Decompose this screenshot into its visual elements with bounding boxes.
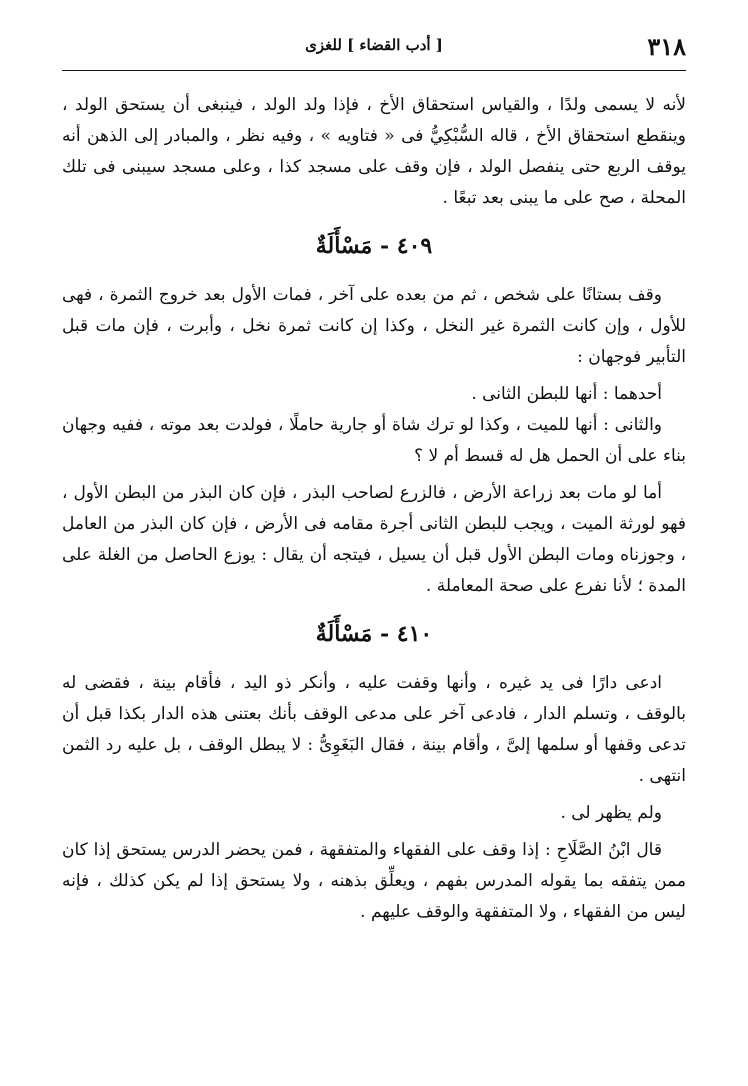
section-heading-410: ٤١٠ - مَسْأَلَةٌ [315, 621, 433, 647]
intro-paragraph: لأنه لا يسمى ولدًا ، والقياس استحقاق الأخ ، فإذا ولد الولد ، فينبغى أن يستحق الولد ، وينقطع استحقاق الأخ ، قاله السُّبْكِيُّ فى « فتاويه » ، وفيه نظر ، والمبادر إلى الذهن أنه يوقف الربع حتى ينفصل الولد ، فإن وقف على مسجد كذا ، وعلى مسجد سيبنى فى تلك المحلة ، صح على ما يبنى بعد تبعًا . [62, 95, 686, 208]
paragraph: وقف بستانًا على شخص ، ثم من بعده على آخر ، فمات الأول بعد خروج الثمرة ، فهى للأول ، وإن كانت الثمرة غير النخل ، وكذا إن كانت ثمرة نخل ، وأبرت ، فإن مات قبل التأبير فوجهان : [62, 285, 686, 367]
paragraph: والثانى : أنها للميت ، وكذا لو ترك شاة أو جارية حاملًا ، فولدت بعد موته ، ففيه وجهان بناء على أن الحمل هل له قسط أم لا ؟ [62, 415, 686, 466]
page-body [62, 70, 686, 928]
paragraph: أما لو مات بعد زراعة الأرض ، فالزرع لصاحب البذر ، فإن كان البذر من البطن الأول ، فهو لورثة الميت ، ويجب للبطن الثانى أجرة مقامه فى الأرض ، فإن كان البذر من العامل ، وجوزناه ومات البطن الأول قبل أن يسيل ، فيتجه أن يقال : يوزع الحاصل من الغلة على المدة ؛ لأنا نفرع على صحة المعاملة . [62, 483, 686, 596]
paragraph: قال ابْنُ الصَّلَاحِ : إذا وقف على الفقهاء والمتفقهة ، فمن يحضر الدرس يستحق إذا كان ممن يتفقه بما يقوله المدرس بفهم ، ويعلِّق بذهنه ، ولا يستحق إذا لم يكن كذلك ، فإنه ليس من الفقهاء ، ولا المتفقهة والوقف عليهم . [62, 840, 686, 922]
running-title: [ أدب القضاء ] للغزى [305, 36, 443, 54]
page-number: ٣١٨ [647, 32, 686, 61]
paragraph: ولم يظهر لى . [560, 803, 662, 823]
paragraph: ادعى دارًا فى يد غيره ، وأنها وقفت عليه ، وأنكر ذو اليد ، فأقام بينة ، فقضى له بالوقف ، وتسلم الدار ، فادعى آخر على مدعى الوقف بأنك بعتنى هذه الدار بكذا قبل أن تدعى وقفها أو سلمها إلىَّ ، وأقام بينة ، فقال البَغَوِىُّ : لا يبطل الوقف ، بل عليه رد الثمن انتهى . [62, 673, 686, 786]
paragraph: أحدهما : أنها للبطن الثانى . [471, 384, 662, 404]
header-rule [62, 70, 686, 71]
page-header [62, 0, 686, 70]
section-heading-409: ٤٠٩ - مَسْأَلَةٌ [315, 233, 433, 259]
